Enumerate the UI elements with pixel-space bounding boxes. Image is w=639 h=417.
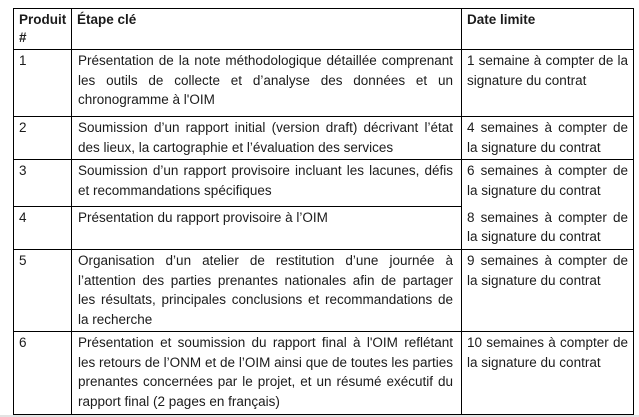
product-number: 1 [14, 50, 72, 117]
deadline-value: 8 semaines à compter de la signature du contrat [462, 207, 634, 250]
step-description: Soumission d’un rapport initial (version draft) décrivant l’état des lieux, la cartographie et l’évaluation des services [72, 117, 462, 160]
column-header-deadline: Date limite [462, 9, 634, 50]
step-description: Présentation de la note méthodologique détaillée comprenant les outils de collecte et d’analyse des données et un chronogramme à l'OIM [72, 50, 462, 117]
deadline-value: 1 semaine à compter de la signature du contrat [462, 50, 634, 117]
product-number: 4 [14, 207, 72, 250]
table-row [14, 160, 634, 207]
deliverables-table [13, 8, 634, 415]
product-number: 3 [14, 160, 72, 207]
step-description: Présentation du rapport provisoire à l’OIM [72, 207, 462, 250]
step-description: Organisation d’un atelier de restitution d’une journée à l’attention des parties prenantes nationales afin de partager les résultats, principales conclusions et recommandations de la recherche [72, 250, 462, 332]
deadline-value: 10 semaines à compter de la signature du contrat [462, 332, 634, 415]
column-header-step: Étape clé [72, 9, 462, 50]
table-row [14, 332, 634, 415]
deadline-value: 4 semaines à compter de la signature du contrat [462, 117, 634, 160]
table-row [14, 50, 634, 117]
table-row [14, 117, 634, 160]
table-header-row [14, 9, 634, 50]
table-row [14, 250, 634, 332]
column-header-product: Produit # [14, 9, 72, 50]
product-number: 2 [14, 117, 72, 160]
deadline-value: 9 semaines à compter de la signature du contrat [462, 250, 634, 332]
step-description: Présentation et soumission du rapport final à l'OIM reflétant les retours de l’ONM et de l’OIM ainsi que de toutes les parties prenantes concernées par le projet, et un résumé exécutif du rapport final (2 pages en français) [72, 332, 462, 415]
product-number: 5 [14, 250, 72, 332]
product-number: 6 [14, 332, 72, 415]
table-row [14, 207, 634, 250]
step-description: Soumission d’un rapport provisoire incluant les lacunes, défis et recommandations spécifiques [72, 160, 462, 207]
deadline-value: 6 semaines à compter de la signature du contrat [462, 160, 634, 207]
